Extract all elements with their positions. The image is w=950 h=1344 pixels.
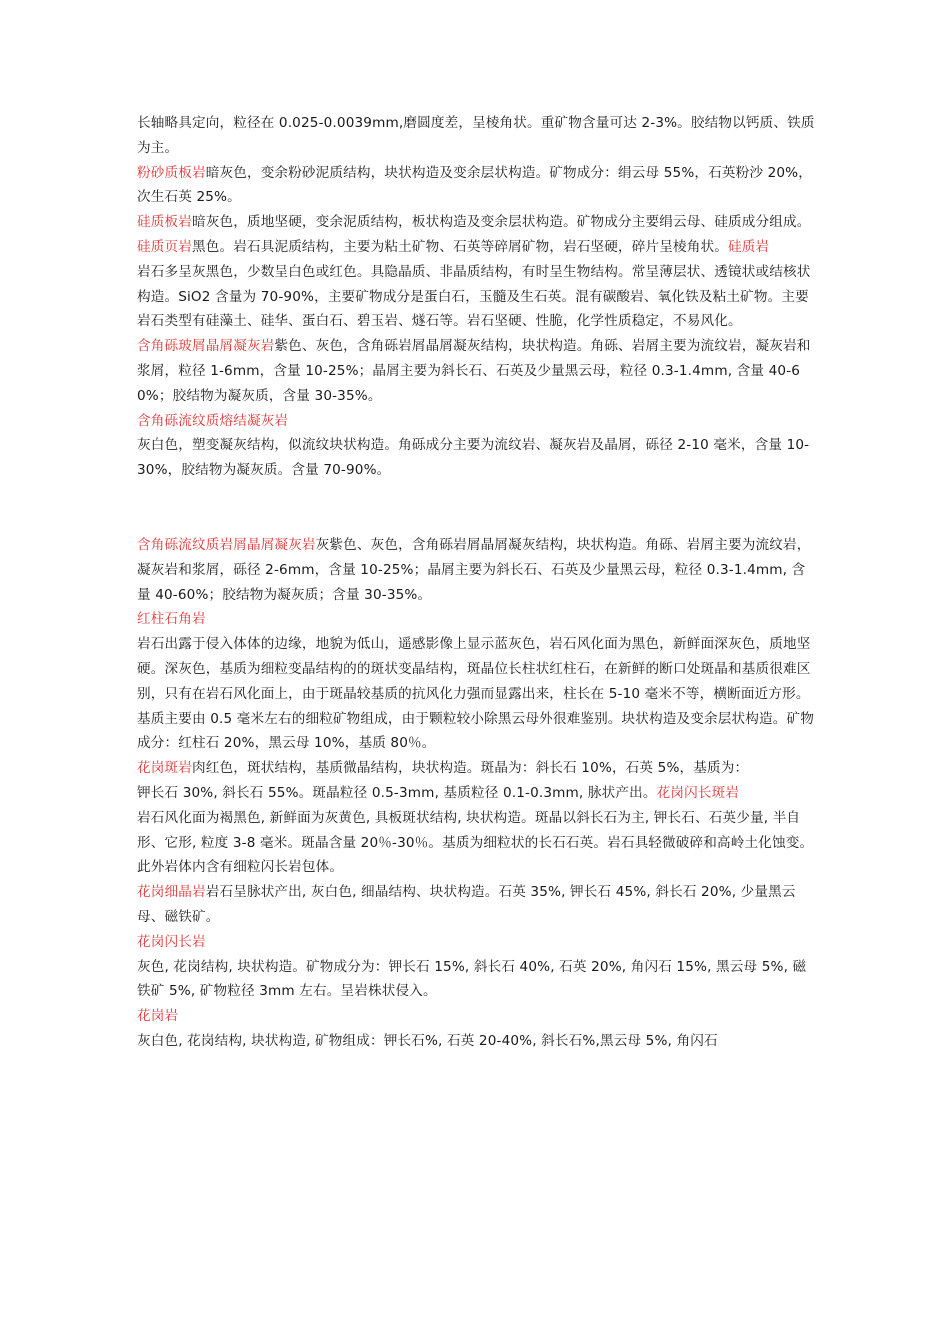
description-text: 钾长石 30%, 斜长石 55%。斑晶粒径 0.5-3mm, 基质粒径 0.1-0.3mm, 脉状产出。 — [137, 784, 657, 801]
paragraph — [137, 260, 817, 334]
paragraph — [137, 334, 817, 408]
paragraph — [137, 880, 817, 930]
description-text: 灰白色，塑变凝灰结构，似流纹块状构造。角砾成分主要为流纹岩、凝灰岩及晶屑，砾径 2-10 毫米，含量 10-30%，胶结物为凝灰质。含量 70-90%。 — [137, 437, 810, 479]
rock-name-heading: 花岗斑岩 — [137, 760, 192, 777]
paragraph — [137, 235, 817, 260]
description-text: 岩石多呈灰黑色，少数呈白色或红色。具隐晶质、非晶质结构，有时呈生物结构。常呈薄层状、透镜状或结核状构造。SiO2 含量为 70-90%，主要矿物成分是蛋白石，玉髓及生石英。混有碳酸岩、氧化铁及粘土矿物。主要岩石类型有硅藻土、硅华、蛋白石、碧玉岩、燧石等。岩石坚硬、性脆，化学性质稳定，不易风化。 — [137, 263, 811, 330]
rock-name-heading: 红柱石角岩 — [137, 611, 206, 628]
paragraph — [137, 955, 817, 1005]
description-text: 长轴略具定向，粒径在 0.025-0.0039mm,磨圆度差，呈棱角状。重矿物含量可达 2-3%。胶结物以钙质、铁质为主。 — [137, 115, 815, 156]
rock-name-heading: 花岗岩 — [137, 1008, 179, 1025]
rock-name-heading: 硅质页岩 — [137, 238, 192, 255]
paragraph-gap — [137, 483, 817, 533]
description-text: 灰白色, 花岗结构, 块状构造, 矿物组成：钾长石%, 石英 20-40%, 斜长石%,黑云母 5%, 角闪石 — [137, 1032, 718, 1049]
rock-name-heading: 硅质岩 — [728, 238, 770, 255]
paragraph — [137, 632, 817, 756]
paragraph — [137, 533, 817, 607]
description-text: 灰紫色、灰色，含角砾岩屑晶屑凝灰结构，块状构造。角砾、岩屑主要为流纹岩，凝灰岩和浆屑，砾径 2-6mm，含量 10-25%；晶屑主要为斜长石、石英及少量黑云母，粒径 0.3-1.4mm, 含量 40-60%；胶结物为凝灰质；含量 30-35%。 — [137, 536, 811, 603]
paragraph — [137, 1029, 817, 1054]
rock-name-heading: 含角砾玻屑晶屑凝灰岩 — [137, 338, 275, 355]
paragraph — [137, 781, 817, 806]
rock-name-heading: 花岗细晶岩 — [137, 884, 206, 901]
description-text: 灰色, 花岗结构, 块状构造。矿物成分为：钾长石 15%, 斜长石 40%, 石英 20%, 角闪石 15%, 黑云母 5%, 磁铁矿 5%, 矿物粒径 3mm 左右。呈岩株状侵入。 — [137, 958, 807, 1000]
rock-name-heading: 花岗闪长岩 — [137, 933, 206, 950]
document-body — [137, 111, 817, 1054]
description-text: 岩石出露于侵入体体的边缘，地貌为低山，遥感影像上显示蓝灰色，岩石风化面为黑色，新鲜面深灰色，质地坚硬。深灰色，基质为细粒变晶结构的的斑状变晶结构，斑晶位长柱状红柱石，在新鲜的断口处斑晶和基质很难区别，只有在岩石风化面上，由于斑晶较基质的抗风化力强而显露出来，柱长在 5-10 毫米不等，横断面近方形。基质主要由 0.5 毫米左右的细粒矿物组成，由于颗粒较小除黑云母外很难鉴别。块状构造及变余层状构造。矿物成分：红柱石 20%，黑云母 10%，基质 80％。 — [137, 636, 814, 752]
description-text: 黑色。岩石具泥质结构，主要为粘土矿物、石英等碎屑矿物，岩石坚硬，碎片呈棱角状。 — [191, 238, 728, 255]
paragraph — [137, 1004, 817, 1029]
paragraph — [137, 433, 817, 483]
rock-name-heading: 硅质板岩 — [137, 214, 192, 231]
paragraph — [137, 111, 817, 161]
paragraph — [137, 930, 817, 955]
paragraph — [137, 756, 817, 781]
rock-name-heading: 花岗闪长斑岩 — [656, 784, 740, 801]
paragraph — [137, 161, 817, 211]
paragraph — [137, 409, 817, 434]
rock-name-heading: 含角砾流纹质熔结凝灰岩 — [137, 412, 289, 429]
paragraph — [137, 607, 817, 632]
description-text: 紫色、灰色，含角砾岩屑晶屑凝灰结构，块状构造。角砾、岩屑主要为流纹岩，凝灰岩和浆屑，粒径 1-6mm，含量 10-25%；晶屑主要为斜长石、石英及少量黑云母，粒径 0.3-1.4mm, 含量 40-60%；胶结物为凝灰质，含量 30-35%。 — [137, 338, 811, 404]
description-text: 肉红色，斑状结构，基质微晶结构，块状构造。斑晶为：斜长石 10%，石英 5%，基质为： — [191, 760, 749, 777]
description-text: 岩石呈脉状产出, 灰白色, 细晶结构、块状构造。石英 35%, 钾长石 45%, 斜长石 20%, 少量黑云母、磁铁矿。 — [137, 884, 796, 925]
description-text: 暗灰色，质地坚硬，变余泥质结构，板状构造及变余层状构造。矿物成分主要绢云母、硅质成分组成。 — [191, 214, 811, 231]
description-text: 岩石风化面为褐黑色, 新鲜面为灰黄色, 具板斑状结构, 块状构造。斑晶以斜长石为主, 钾长石、石英少量, 半自形、它形, 粒度 3-8 毫米。斑晶含量 20％-30％。基质为细粒状的长石石英。岩石具轻微破碎和高岭土化蚀变。此外岩体内含有细粒闪长岩包体。 — [137, 809, 814, 876]
paragraph — [137, 806, 817, 880]
description-text: 暗灰色，变余粉砂泥质结构，块状构造及变余层状构造。矿物成分：绢云母 55%，石英粉沙 20%，次生石英 25%。 — [137, 164, 812, 206]
rock-name-heading: 粉砂质板岩 — [137, 164, 206, 181]
paragraph — [137, 210, 817, 235]
rock-name-heading: 含角砾流纹质岩屑晶屑凝灰岩 — [137, 536, 316, 553]
